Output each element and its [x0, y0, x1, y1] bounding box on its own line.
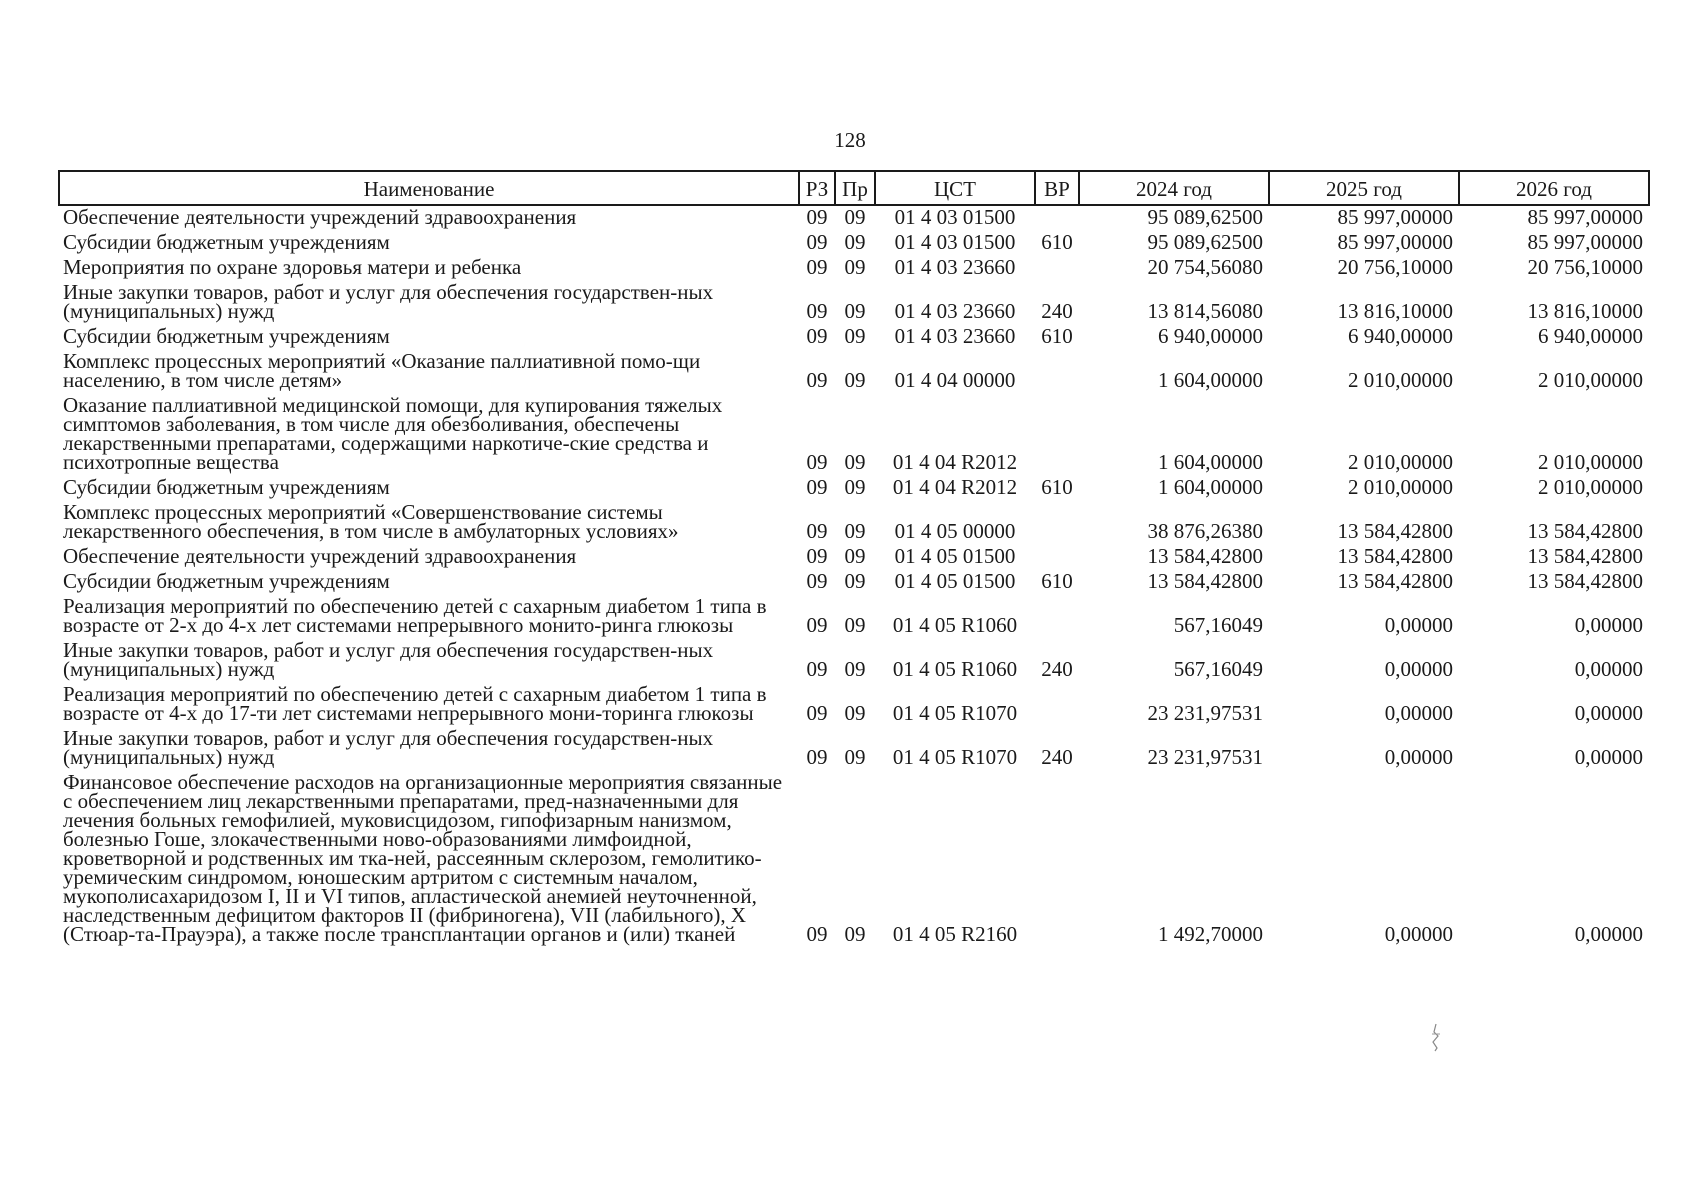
- cell-name: Реализация мероприятий по обеспечению детей с сахарным диабетом 1 типа в возрасте от 4-х до 17-ти лет системами непрерывного мони-торинга глюкозы: [63, 682, 767, 725]
- cell-2024: 95 089,62500: [1147, 205, 1263, 229]
- cell-name: Иные закупки товаров, работ и услуг для обеспечения государствен-ных (муниципальных) нужд: [63, 280, 714, 323]
- cell-2024: 1 492,70000: [1158, 922, 1263, 946]
- cell-name: Обеспечение деятельности учреждений здравоохранения: [63, 205, 577, 229]
- cell-2025: 2 010,00000: [1348, 450, 1453, 474]
- cell-pr: 09: [844, 299, 866, 323]
- col-header-cst: ЦСТ: [875, 171, 1035, 205]
- cell-cst: 01 4 05 R2160: [892, 922, 1018, 946]
- cell-2026: 13 584,42800: [1527, 519, 1643, 543]
- cell-2026: 2 010,00000: [1538, 368, 1643, 392]
- cell-2025: 13 584,42800: [1337, 569, 1453, 593]
- cell-pr: 09: [844, 745, 866, 769]
- cell-2026: 0,00000: [1574, 613, 1643, 637]
- cell-name: Реализация мероприятий по обеспечению детей с сахарным диабетом 1 типа в возрасте от 2-х до 4-х лет системами непрерывного монито-ринга глюкозы: [63, 594, 767, 637]
- page-number: 128: [834, 128, 866, 152]
- cell-rz: 09: [806, 230, 828, 254]
- cell-pr: 09: [844, 657, 866, 681]
- cell-pr: 09: [844, 324, 866, 348]
- cell-vr: [1035, 256, 1079, 281]
- cell-2026: 13 584,42800: [1527, 569, 1643, 593]
- cell-pr: 09: [844, 922, 866, 946]
- table-row: [59, 325, 1649, 350]
- cell-name: Иные закупки товаров, работ и услуг для обеспечения государствен-ных (муниципальных) нужд: [63, 638, 714, 681]
- cell-2026: 2 010,00000: [1538, 475, 1643, 499]
- cell-vr: [1035, 501, 1079, 545]
- cell-rz: 09: [806, 299, 828, 323]
- cell-name: Комплекс процессных мероприятий «Совершенствование системы лекарственного обеспечения, в том числе в амбулаторных условиях»: [63, 500, 679, 543]
- col-header-vr: ВР: [1035, 171, 1079, 205]
- cell-2026: 6 940,00000: [1538, 324, 1643, 348]
- cell-cst: 01 4 03 23660: [894, 299, 1016, 323]
- cell-cst: 01 4 03 01500: [894, 230, 1016, 254]
- cell-2025: 0,00000: [1384, 701, 1453, 725]
- cell-cst: 01 4 05 R1060: [892, 657, 1018, 681]
- cell-name: Мероприятия по охране здоровья матери и ребенка: [63, 255, 522, 279]
- cell-cst: 01 4 04 R2012: [892, 475, 1018, 499]
- cell-rz: 09: [806, 544, 828, 568]
- cell-pr: 09: [844, 368, 866, 392]
- col-header-name: Наименование: [59, 171, 799, 205]
- cell-2025: 2 010,00000: [1348, 475, 1453, 499]
- cell-pr: 09: [844, 230, 866, 254]
- cell-vr: [1035, 545, 1079, 570]
- cell-cst: 01 4 03 23660: [894, 324, 1016, 348]
- cell-2024: 1 604,00000: [1158, 475, 1263, 499]
- cell-vr: 240: [1041, 745, 1073, 769]
- cell-2025: 85 997,00000: [1337, 205, 1453, 229]
- col-header-pr: Пр: [835, 171, 875, 205]
- cell-2026: 13 584,42800: [1527, 544, 1643, 568]
- cell-2026: 20 756,10000: [1527, 255, 1643, 279]
- cell-2026: 0,00000: [1574, 701, 1643, 725]
- cell-2024: 23 231,97531: [1147, 701, 1263, 725]
- cell-pr: 09: [844, 255, 866, 279]
- cell-vr: 610: [1041, 475, 1073, 499]
- cell-rz: 09: [806, 475, 828, 499]
- cell-2025: 13 816,10000: [1337, 299, 1453, 323]
- cell-pr: 09: [844, 569, 866, 593]
- table-header-row: [59, 171, 1649, 205]
- cell-2025: 0,00000: [1384, 922, 1453, 946]
- cell-name: Комплекс процессных мероприятий «Оказание паллиативной помо-щи населению, в том числе детям»: [63, 349, 701, 392]
- cell-2025: 0,00000: [1384, 745, 1453, 769]
- cell-rz: 09: [806, 922, 828, 946]
- cell-cst: 01 4 05 R1060: [892, 613, 1018, 637]
- cell-vr: 610: [1041, 324, 1073, 348]
- cell-2026: 13 816,10000: [1527, 299, 1643, 323]
- cell-rz: 09: [806, 613, 828, 637]
- cell-2026: 0,00000: [1574, 922, 1643, 946]
- cell-cst: 01 4 03 01500: [894, 205, 1016, 229]
- col-header-rz: РЗ: [799, 171, 835, 205]
- cell-name: Финансовое обеспечение расходов на организационные мероприятия связанные с обеспечением лиц лекарственными препаратами, пред-назначенными для лечения больных гемофилией, муковисцидозом, гипофизарным нанизмом, болезнью Гоше, злокачественными ново-образованиями лимфоидной, кроветворной и родственных им тка-ней, рассеянным склерозом, гемолитико-уремическим синдромом, юношеским артритом с системным началом, мукополисахаридозом I, II и VI типов, апластической анемией неуточненной, наследственным дефицитом факторов II (фибриногена), VII (лабильного), X (Стюар-та-Прауэра), а также после трансплантации органов и (или) тканей: [63, 770, 783, 946]
- cell-2024: 1 604,00000: [1158, 368, 1263, 392]
- cell-rz: 09: [806, 205, 828, 229]
- cell-pr: 09: [844, 701, 866, 725]
- cell-name: Субсидии бюджетным учреждениям: [63, 324, 390, 348]
- table-row: [59, 545, 1649, 570]
- cell-vr: [1035, 394, 1079, 476]
- cell-2024: 23 231,97531: [1147, 745, 1263, 769]
- cell-cst: 01 4 05 00000: [894, 519, 1016, 543]
- cell-rz: 09: [806, 324, 828, 348]
- cell-vr: 610: [1041, 569, 1073, 593]
- cell-cst: 01 4 05 R1070: [892, 745, 1018, 769]
- cell-vr: [1035, 595, 1079, 639]
- table-row: [59, 394, 1649, 476]
- cell-rz: 09: [806, 368, 828, 392]
- cell-cst: 01 4 05 01500: [894, 544, 1016, 568]
- table-row: [59, 205, 1649, 231]
- cell-vr: [1035, 350, 1079, 394]
- cell-name: Субсидии бюджетным учреждениям: [63, 569, 390, 593]
- col-header-2026: 2026 год: [1459, 171, 1649, 205]
- cell-2024: 1 604,00000: [1158, 450, 1263, 474]
- cell-2026: 85 997,00000: [1527, 230, 1643, 254]
- cell-cst: 01 4 03 23660: [894, 255, 1016, 279]
- cell-name: Иные закупки товаров, работ и услуг для обеспечения государствен-ных (муниципальных) нужд: [63, 726, 714, 769]
- cell-pr: 09: [844, 450, 866, 474]
- table-row: [59, 256, 1649, 281]
- cell-rz: 09: [806, 255, 828, 279]
- scan-mark: [1428, 1022, 1444, 1052]
- budget-table: [58, 170, 1650, 948]
- cell-name: Субсидии бюджетным учреждениям: [63, 475, 390, 499]
- table-row: [59, 476, 1649, 501]
- cell-pr: 09: [844, 205, 866, 229]
- table-row: [59, 727, 1649, 771]
- cell-vr: [1035, 205, 1079, 231]
- cell-vr: 240: [1041, 657, 1073, 681]
- cell-cst: 01 4 04 R2012: [892, 450, 1018, 474]
- table-row: [59, 281, 1649, 325]
- col-header-2024: 2024 год: [1079, 171, 1269, 205]
- cell-2024: 567,16049: [1173, 613, 1263, 637]
- cell-name: Обеспечение деятельности учреждений здравоохранения: [63, 544, 577, 568]
- cell-rz: 09: [806, 519, 828, 543]
- cell-2024: 13 814,56080: [1147, 299, 1263, 323]
- cell-2024: 13 584,42800: [1147, 569, 1263, 593]
- table-row: [59, 231, 1649, 256]
- cell-vr: [1035, 683, 1079, 727]
- cell-pr: 09: [844, 544, 866, 568]
- cell-name: Оказание паллиативной медицинской помощи, для купирования тяжелых симптомов заболевания, в том числе для обезболивания, обеспечены лекарственными препаратами, содержащими наркотиче-ские средства и психотропные вещества: [63, 393, 723, 474]
- cell-rz: 09: [806, 657, 828, 681]
- cell-vr: [1035, 771, 1079, 948]
- cell-2025: 6 940,00000: [1348, 324, 1453, 348]
- table-row: [59, 683, 1649, 727]
- table-row: [59, 501, 1649, 545]
- cell-cst: 01 4 04 00000: [894, 368, 1016, 392]
- cell-2025: 13 584,42800: [1337, 544, 1453, 568]
- table-row: [59, 350, 1649, 394]
- cell-rz: 09: [806, 745, 828, 769]
- cell-cst: 01 4 05 R1070: [892, 701, 1018, 725]
- cell-pr: 09: [844, 613, 866, 637]
- cell-2026: 85 997,00000: [1527, 205, 1643, 229]
- cell-pr: 09: [844, 475, 866, 499]
- col-header-2025: 2025 год: [1269, 171, 1459, 205]
- cell-2025: 0,00000: [1384, 657, 1453, 681]
- cell-2026: 0,00000: [1574, 745, 1643, 769]
- cell-2025: 20 756,10000: [1337, 255, 1453, 279]
- cell-2025: 0,00000: [1384, 613, 1453, 637]
- cell-2024: 95 089,62500: [1147, 230, 1263, 254]
- cell-2025: 85 997,00000: [1337, 230, 1453, 254]
- cell-2024: 6 940,00000: [1158, 324, 1263, 348]
- cell-pr: 09: [844, 519, 866, 543]
- cell-2024: 567,16049: [1173, 657, 1263, 681]
- cell-vr: 610: [1041, 230, 1073, 254]
- cell-rz: 09: [806, 701, 828, 725]
- table-row: [59, 595, 1649, 639]
- cell-name: Субсидии бюджетным учреждениям: [63, 230, 390, 254]
- cell-2024: 38 876,26380: [1147, 519, 1263, 543]
- cell-2025: 2 010,00000: [1348, 368, 1453, 392]
- cell-cst: 01 4 05 01500: [894, 569, 1016, 593]
- table-row: [59, 570, 1649, 595]
- cell-rz: 09: [806, 450, 828, 474]
- cell-2025: 13 584,42800: [1337, 519, 1453, 543]
- cell-2024: 13 584,42800: [1147, 544, 1263, 568]
- cell-2026: 0,00000: [1574, 657, 1643, 681]
- cell-2026: 2 010,00000: [1538, 450, 1643, 474]
- cell-vr: 240: [1041, 299, 1073, 323]
- cell-2024: 20 754,56080: [1147, 255, 1263, 279]
- table-row: [59, 639, 1649, 683]
- table-row: [59, 771, 1649, 948]
- cell-rz: 09: [806, 569, 828, 593]
